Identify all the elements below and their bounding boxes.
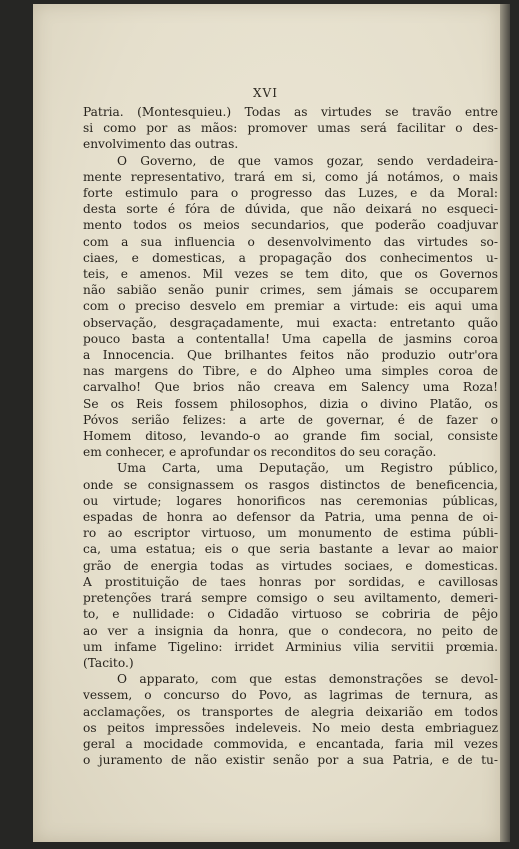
text-line: envolvimento das outras. bbox=[83, 137, 239, 152]
text-line: espadas de honra ao defensor da Patria, uma penna de oi- bbox=[83, 510, 498, 525]
text-line: O apparato, com que estas demonstrações se devol- bbox=[117, 672, 498, 687]
text-line: observação, desgraçadamente, mui exacta: entretanto quão bbox=[83, 315, 498, 330]
text-line: o juramento de não existir senão por a sua Patria, e de tu- bbox=[83, 753, 498, 768]
text-line: pouco basta a contentalla! Uma capella de jasmins coroa bbox=[83, 331, 498, 346]
text-line: ciaes, e domesticas, a propagação dos conhecimentos u- bbox=[83, 250, 498, 265]
text-line: geral a mocidade commovida, e encantada, faria mil vezes bbox=[83, 736, 498, 751]
text-line: mente representativo, trará em si, como já notámos, o mais bbox=[83, 169, 498, 184]
text-line: ro ao escriptor virtuoso, um monumento de estima públi- bbox=[83, 526, 498, 541]
text-line: um infame Tigelino: irridet Arminius vilia servitii prœmia. bbox=[83, 639, 498, 654]
text-line: (Tacito.) bbox=[83, 655, 134, 670]
text-line: to, e nullidade: o Cidadão virtuoso se cobriria de pêjo bbox=[83, 607, 498, 622]
text-line: O Governo, de que vamos gozar, sendo verdadeira- bbox=[117, 153, 498, 168]
text-line: ao ver a insignia da honra, que o condecora, no peito de bbox=[83, 623, 498, 638]
text-line: os peitos impressões indeleveis. No meio desta embriaguez bbox=[83, 720, 498, 735]
text-line: Patria. (Montesquieu.) Todas as virtudes se travão entre bbox=[83, 105, 498, 119]
text-line: A prostituição de taes honras por sordidas, e cavillosas bbox=[83, 574, 498, 589]
text-line: teis, e amenos. Mil vezes se tem dito, que os Governos bbox=[83, 267, 498, 282]
text-line: grão de energia todas as virtudes sociaes, e domesticas. bbox=[83, 558, 498, 573]
text-line: desta sorte é fóra de dúvida, que não deixará no esqueci- bbox=[83, 202, 498, 217]
text-line: forte estimulo para o progresso das Luzes, e da Moral: bbox=[83, 186, 498, 201]
text-line: ou virtude; logares honorificos nas ceremonias públicas, bbox=[83, 493, 498, 508]
body-text bbox=[83, 104, 498, 768]
text-line: si como por as mãos: promover umas será facilitar o des- bbox=[83, 121, 498, 136]
text-line: ca, uma estatua; eis o que seria bastante a levar ao maior bbox=[83, 542, 498, 557]
text-line: mento todos os meios secundarios, que poderão coadjuvar bbox=[83, 218, 498, 233]
text-line: não sabião senão punir crimes, sem jámais se occuparem bbox=[83, 283, 498, 298]
text-line: Se os Reis fossem philosophos, dizia o divino Platão, os bbox=[83, 396, 498, 411]
text-line: Homem ditoso, levando-o ao grande fim social, consiste bbox=[83, 429, 498, 444]
text-line: nas margens do Tibre, e do Alpheo uma simples coroa de bbox=[83, 364, 498, 379]
text-line: com a sua influencia o desenvolvimento das virtudes so- bbox=[83, 234, 498, 249]
text-line: vessem, o concurso do Povo, as lagrimas de ternura, as bbox=[83, 688, 498, 703]
text-line: carvalho! Que brios não creava em Salency uma Roza! bbox=[83, 380, 498, 395]
text-line: em conhecer, e aprofundar os reconditos do seu coração. bbox=[83, 445, 437, 460]
text-line: Póvos serião felizes: a arte de governar, é de fazer o bbox=[83, 412, 498, 427]
text-line: com o preciso desvelo em premiar a virtude: eis aqui uma bbox=[83, 299, 498, 314]
page-edge bbox=[500, 4, 510, 842]
text-line: pretenções trará sempre comsigo o seu aviltamento, demeri- bbox=[83, 591, 498, 606]
page-number: XVI bbox=[253, 86, 278, 100]
text-line: a Innocencia. Que brilhantes feitos não produzio outr'ora bbox=[83, 348, 498, 363]
text-line: acclamações, os transportes de alegria deixarião em todos bbox=[83, 704, 498, 719]
text-line: Uma Carta, uma Deputação, um Registro público, bbox=[117, 461, 498, 476]
text-line: onde se consignassem os rasgos distinctos de beneficencia, bbox=[83, 477, 498, 492]
